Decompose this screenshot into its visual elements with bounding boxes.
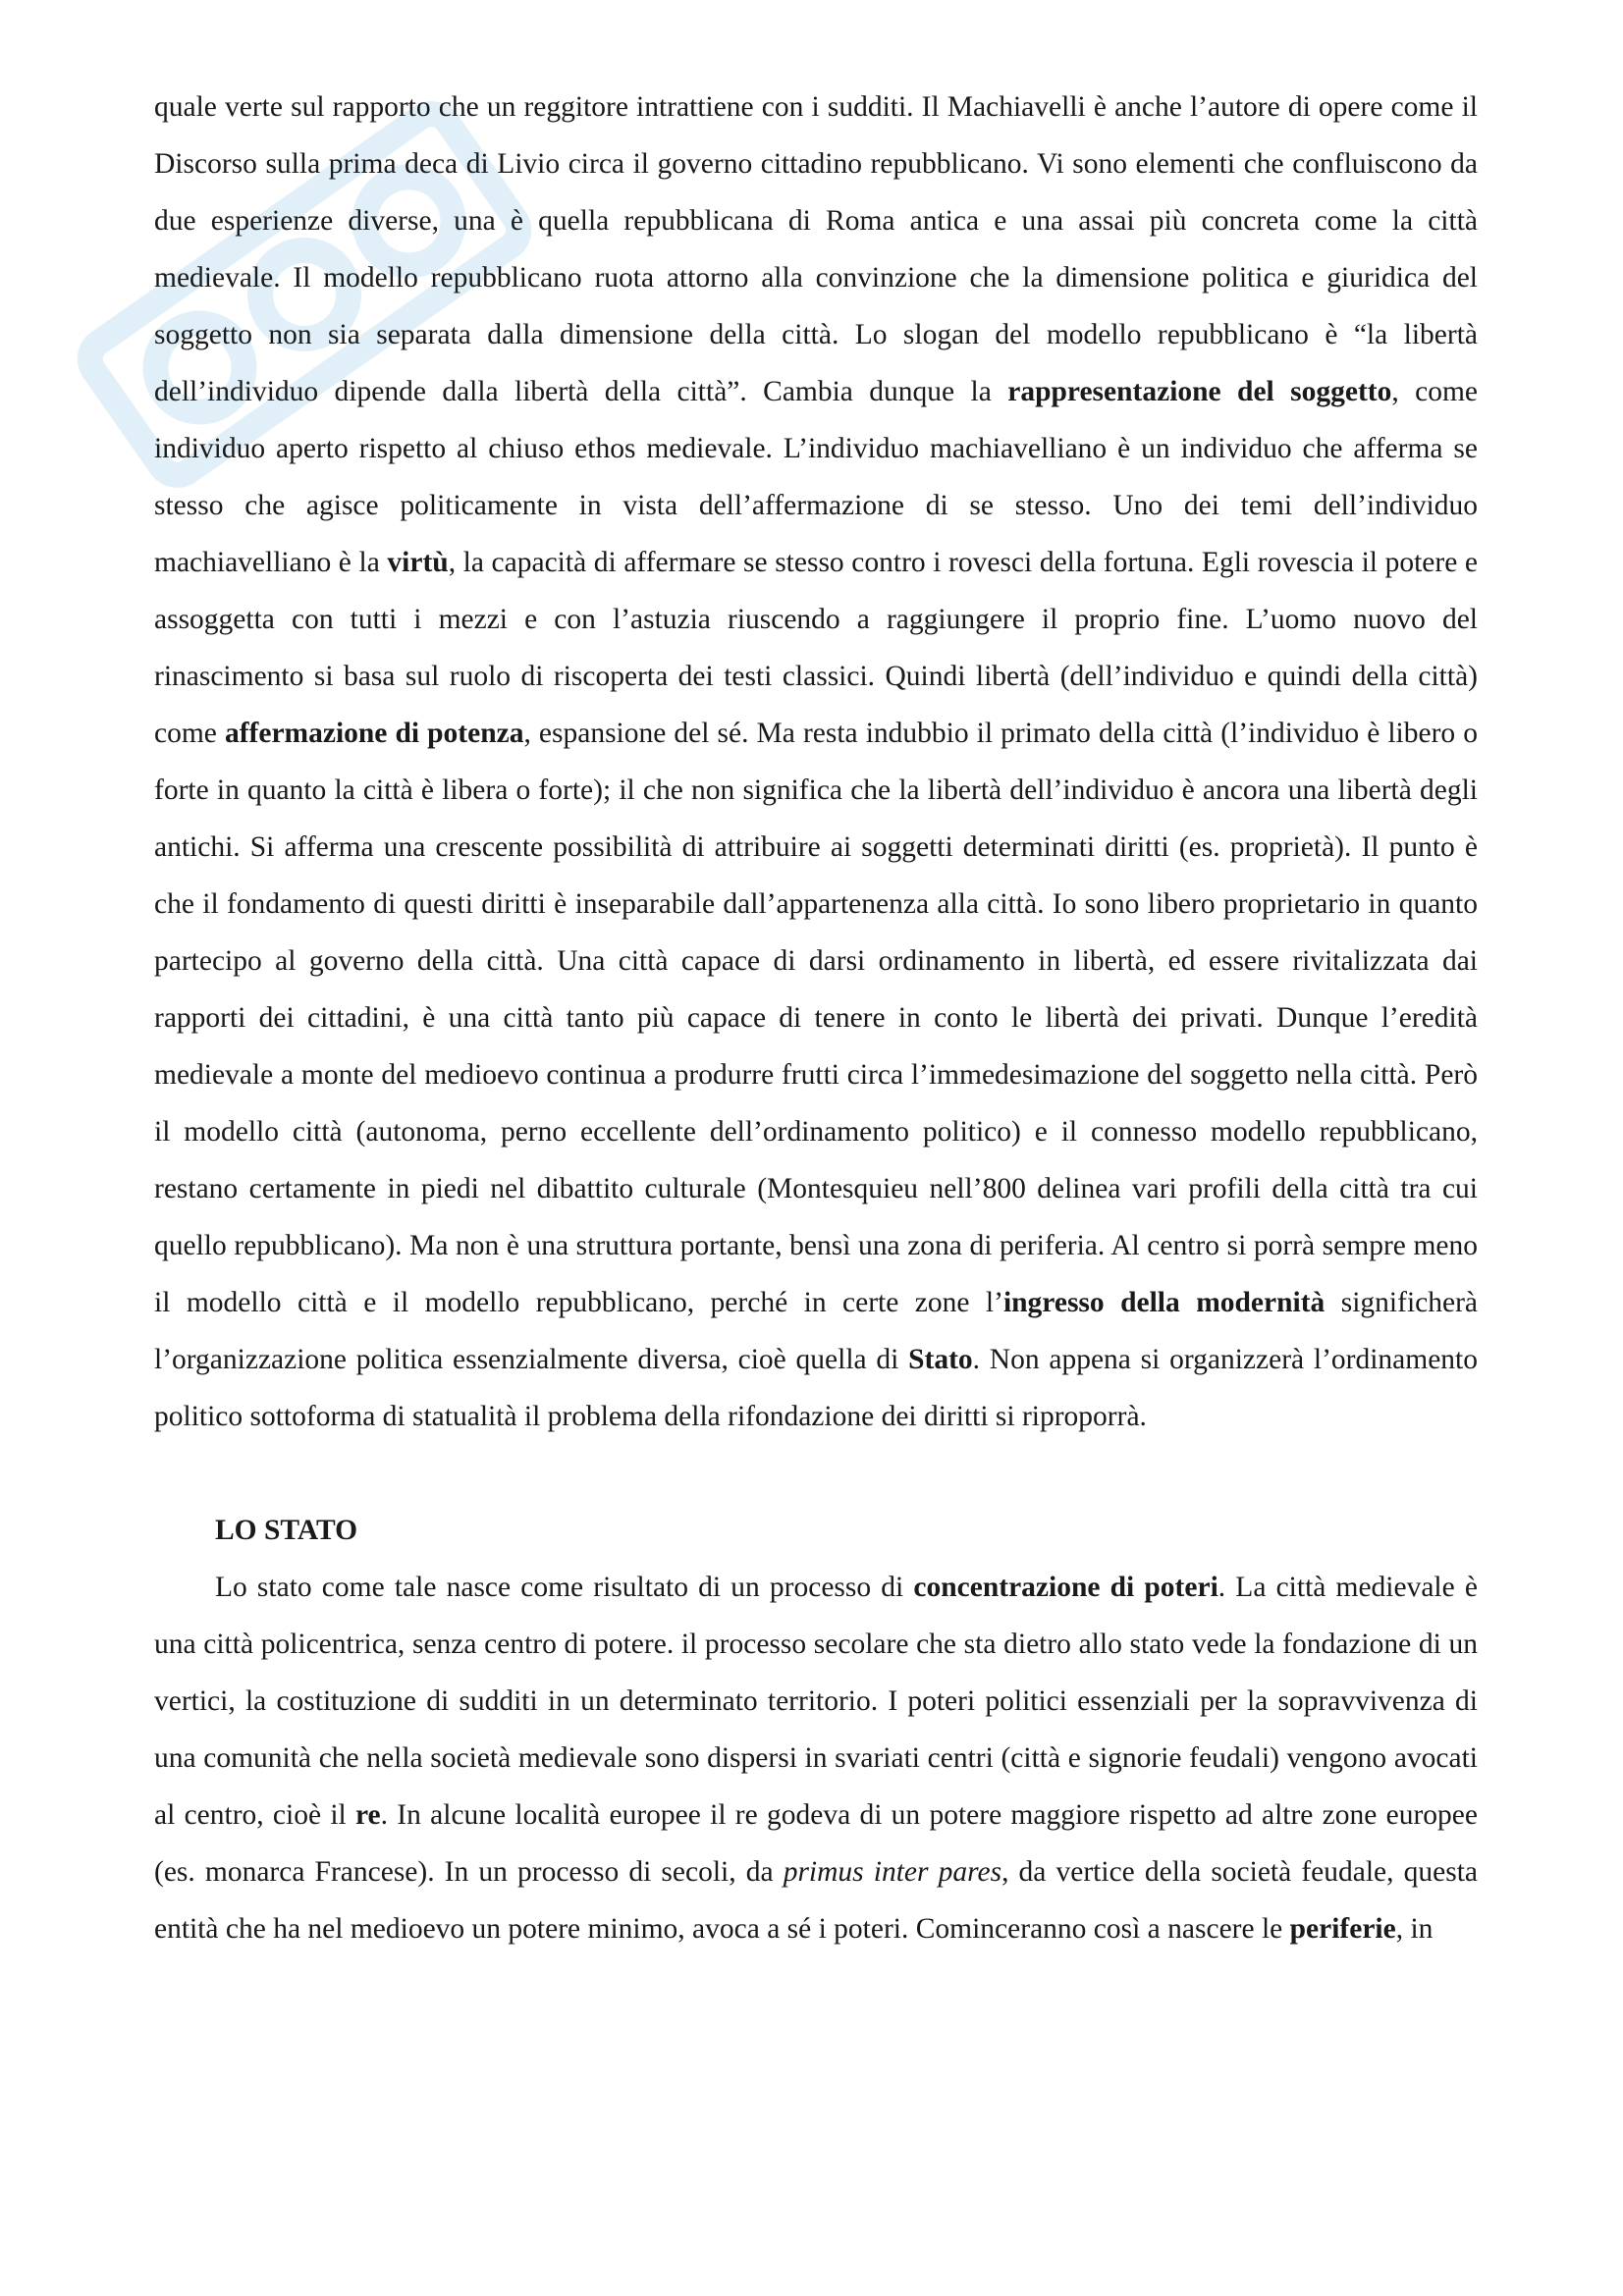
document-page xyxy=(154,79,1478,1957)
text: quale verte sul rapporto che un reggitore intrattiene con i sudditi. Il Machiavelli è anche l’autore di opere come il Discorso sulla prima deca di Livio circa il governo cittadino repubblicano. Vi sono elementi che confluiscono da due esperienze diverse, una è quella repubblicana di Roma antica e una assai più concreta come la città medievale. Il modello repubblicano ruota attorno alla convinzione che la dimensione politica e giuridica del soggetto non sia separata dalla dimensione della città. Lo slogan del modello repubblicano è “la libertà dell’individuo dipende dalla libertà della città”. Cambia dunque la xyxy=(154,91,1478,407)
bold-term: concentrazione di poteri xyxy=(913,1572,1218,1603)
text: , come individuo aperto rispetto al chiuso ethos medievale. L’individuo machiavelliano è un individuo che afferma se stesso che agisce politicamente in vista dell’affermazione di se stesso. Uno dei temi dell’individuo machiavelliano è la xyxy=(154,376,1479,578)
bold-term: re xyxy=(355,1799,381,1831)
bold-term: virtù xyxy=(387,547,449,578)
text: . In alcune località europee il re godeva di un potere maggiore rispetto ad altre zone europee (es. monarca Francese). In un processo di secoli, da xyxy=(154,1799,1478,1888)
bold-term: Stato xyxy=(908,1344,973,1375)
text: . La città medievale è una città policentrica, senza centro di potere. il processo secolare che sta dietro allo stato vede la fondazione di un vertici, la costituzione di sudditi in un determinato territorio. I poteri politici essenziali per la sopravvivenza di una comunità che nella società medievale sono dispersi in svariati centri (città e signorie feudali) vengono avocati al centro, cioè il xyxy=(154,1572,1478,1831)
section-heading: LO STATO xyxy=(215,1515,358,1546)
text: , in xyxy=(1395,1913,1434,1945)
bold-term: affermazione di potenza xyxy=(224,718,524,749)
italic-term: primus inter pares xyxy=(783,1856,1002,1888)
paragraph-machiavelli xyxy=(154,79,1478,1445)
text: , la capacità di affermare se stesso contro i rovesci della fortuna. Egli rovescia il potere e assoggetta con tutti i mezzi e con l’astuzia riuscendo a raggiungere il proprio fine. L’uomo nuovo del rinascimento si basa sul ruolo di riscoperta dei testi classici. Quindi libertà (dell’individuo e quindi della città) come xyxy=(154,547,1478,749)
text: significherà l’organizzazione politica essenzialmente diversa, cioè quella di xyxy=(154,1287,1478,1375)
text: . Non appena si organizzerà l’ordinamento politico sottoforma di statualità il problema della rifondazione dei diritti si riproporrà. xyxy=(154,1344,1478,1432)
text: Lo stato come tale nasce come risultato di un processo di xyxy=(215,1572,914,1603)
bold-term: ingresso della modernità xyxy=(1002,1287,1325,1318)
text: , da vertice della società feudale, questa entità che ha nel medioevo un potere minimo, avoca a sé i poteri. Cominceranno così a nascere le xyxy=(154,1856,1478,1945)
text: , espansione del sé. Ma resta indubbio il primato della città (l’individuo è libero o forte in quanto la città è libera o forte); il che non significa che la libertà dell’individuo è ancora una libertà degli antichi. Si afferma una crescente possibilità di attribuire ai soggetti determinati diritti (es. proprietà). Il punto è che il fondamento di questi diritti è inseparabile dall’appartenenza alla città. Io sono libero proprietario in quanto partecipo al governo della città. Una città capace di darsi ordinamento in libertà, ed essere rivitalizzata dai rapporti dei cittadini, è una città tanto più capace di tenere in conto le libertà dei privati. Dunque l’eredità medievale a monte del medioevo continua a produrre frutti circa l’immedesimazione del soggetto nella città. Però il modello città (autonoma, perno eccellente dell’ordinamento politico) e il connesso modello repubblicano, restano certamente in piedi nel dibattito culturale (Montesquieu nell’800 delinea vari profili della città tra cui quello repubblicano). Ma non è una struttura portante, bensì una zona di periferia. Al centro si porrà sempre meno il modello città e il modello repubblicano, perché in certe zone l’ xyxy=(154,718,1478,1318)
bold-term: periferie xyxy=(1289,1913,1396,1945)
bold-term: rappresentazione del soggetto xyxy=(1007,376,1392,407)
paragraph-stato xyxy=(154,1559,1478,1957)
